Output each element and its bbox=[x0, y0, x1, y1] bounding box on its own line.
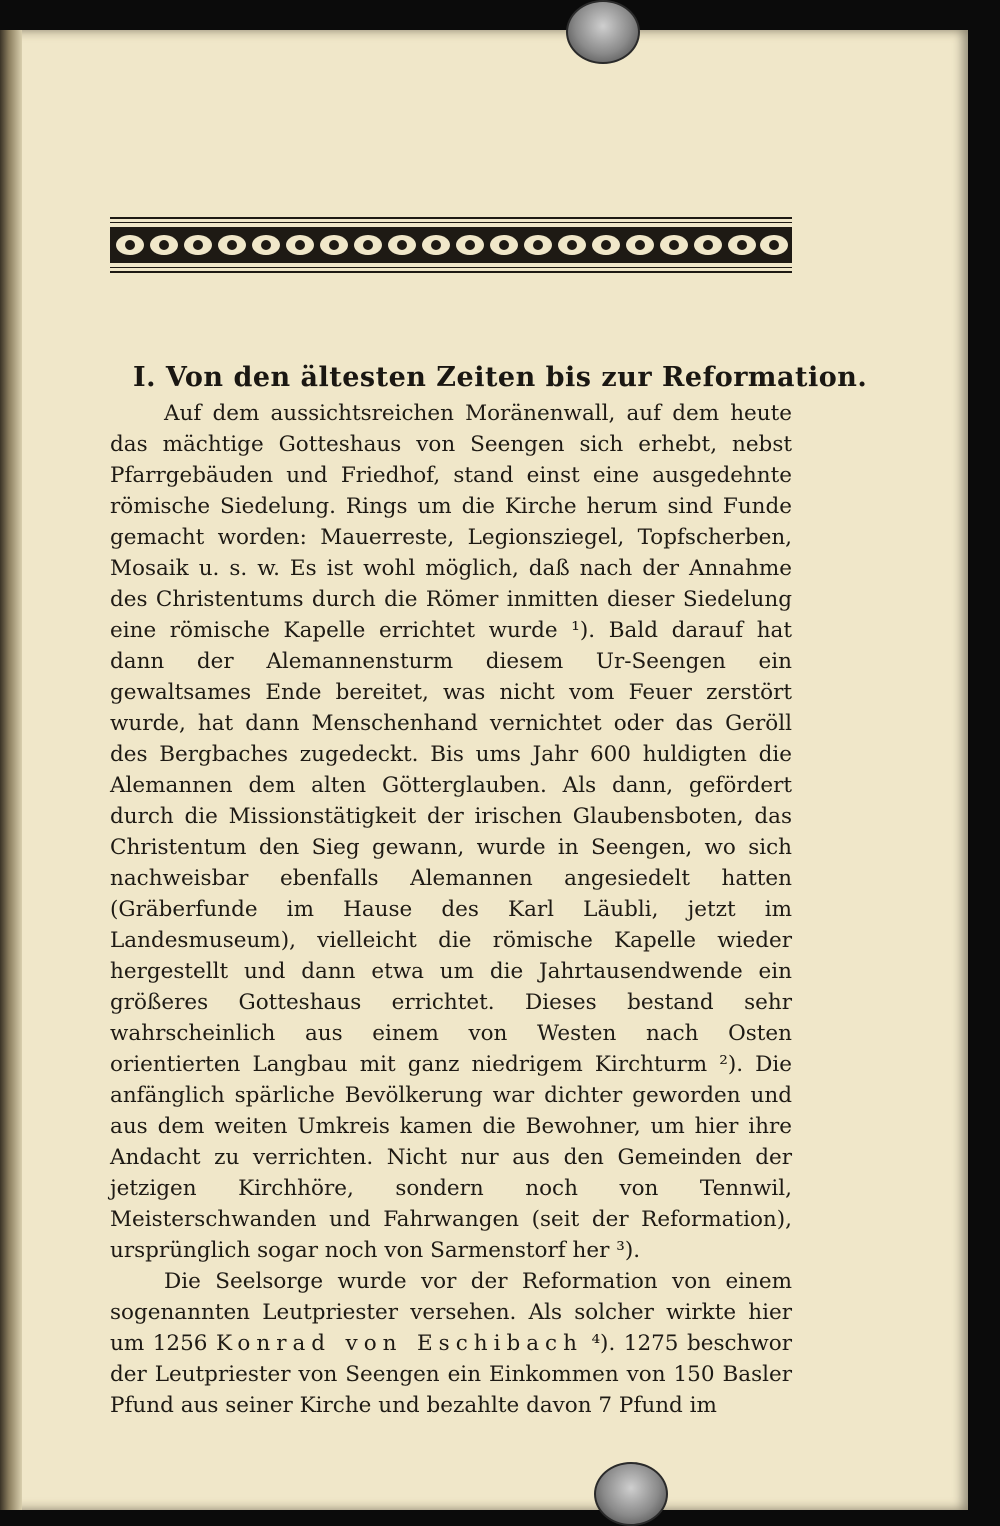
decorative-header-border bbox=[110, 213, 792, 277]
page-clip-bottom bbox=[594, 1462, 668, 1526]
chapter-heading: I. Von den ältesten Zeiten bis zur Reformation. bbox=[133, 362, 868, 393]
paragraph-2-end: ⁴). 1275 beschwor der Leutpriester von Seengen ein Einkommen von 150 Basler Pfund aus seiner Kirche und bezahlte davon 7 Pfund im bbox=[110, 1331, 793, 1418]
page-clip-top bbox=[566, 0, 640, 64]
book-page bbox=[0, 30, 968, 1510]
body-text bbox=[110, 398, 792, 1421]
person-name: Konrad von Eschibach bbox=[215, 1331, 583, 1356]
paragraph-1: Auf dem aussichtsreichen Moränenwall, auf dem heute das mächtige Gotteshaus von Seengen sich erhebt, nebst Pfarrgebäuden und Friedhof, stand einst eine ausgedehnte römische Siedelung. Rings um die Kirche herum sind Funde gemacht worden: Mauerreste, Legionsziegel, Topfscherben, Mosaik u. s. w. Es ist wohl möglich, daß nach der Annahme des Christentums durch die Römer inmitten dieser Siedelung eine römische Kapelle errichtet wurde ¹). Bald darauf hat dann der Alemannensturm diesem Ur-Seengen ein gewaltsames Ende bereitet, was nicht vom Feuer zerstört wurde, hat dann Menschenhand vernichtet oder das Geröll des Bergbaches zugedeckt. Bis ums Jahr 600 huldigten die Alemannen dem alten Götterglauben. Als dann, gefördert durch die Missionstätigkeit der irischen Glaubensboten, das Christentum den Sieg gewann, wurde in Seengen, wo sich nachweisbar ebenfalls Alemannen angesiedelt hatten (Gräberfunde im Hause des Karl Läubli, jetzt im Landesmuseum), vielleicht die römische Kapelle wieder hergestellt und dann etwa um die Jahrtausendwende ein größeres Gotteshaus errichtet. Dieses bestand sehr wahrscheinlich aus einem von Westen nach Osten orientierten Langbau mit ganz niedrigem Kirchturm ²). Die anfänglich spärliche Bevölkerung war dichter geworden und aus dem weiten Umkreis kamen die Bewohner, um hier ihre Andacht zu verrichten. Nicht nur aus den Gemeinden der jetzigen Kirchhöre, sondern noch von Tennwil, Meisterschwanden und Fahrwangen (seit der Reformation), ursprünglich sogar noch von Sarmenstorf her ³). bbox=[110, 401, 792, 1263]
paragraph-2-start: Die Seelsorge wurde vor der Reformation von einem sogenannten Leutpriester versehen. Als solcher wirkte hier um 1256 bbox=[110, 1269, 792, 1356]
page-binding bbox=[0, 30, 22, 1510]
paragraph-2 bbox=[110, 1266, 792, 1421]
